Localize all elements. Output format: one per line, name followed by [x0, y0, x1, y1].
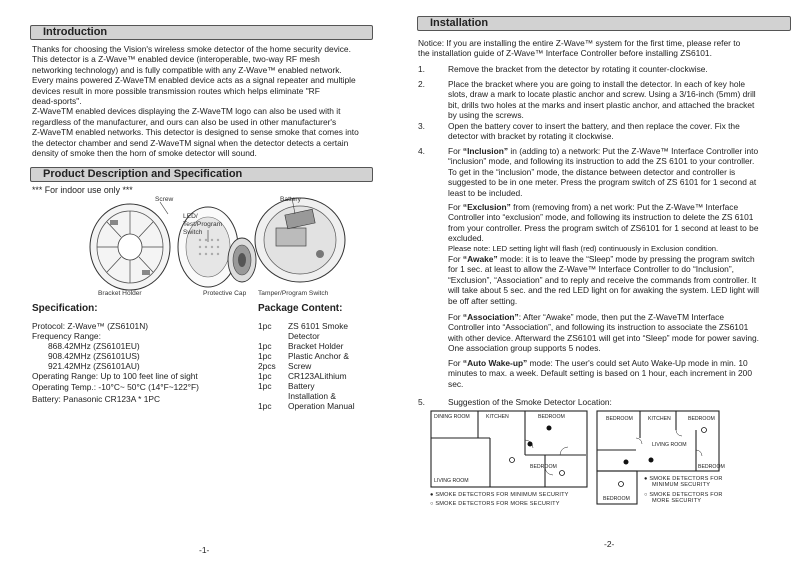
intro-paragraph: [32, 44, 392, 158]
text-line: slots, draw a mark to locate plastic anchor and screw. Using a 3/16-inch (5mm) drill: [448, 89, 756, 100]
text-fragment: in (adding to) a network: Put the Z-Wave™ Interface Controller into: [508, 146, 759, 156]
legend-text: SMOKE DETECTORS FOR: [649, 492, 723, 498]
room-label: BEDROOM: [688, 416, 715, 422]
package-title: Package Content:: [258, 303, 343, 314]
step-number: 4.: [418, 146, 425, 156]
text-line: networking technology) and is fully compatible with any Z-Wave™ enabled network.: [32, 64, 342, 75]
text-line: excluded.: [448, 233, 484, 244]
package-qty: 1pc: [258, 341, 272, 351]
legend-more: ○ SMOKE DETECTORS FOR MORE SECURITY: [430, 501, 560, 507]
section-title: Introduction: [43, 26, 108, 38]
text-line: regardless of the manufacturer, and ours can also be used in other manufacturer's: [32, 116, 337, 127]
leader-line: [160, 202, 168, 214]
text-fragment: : After “Awake” mode, then put the Z-WaveTM Interface: [518, 312, 725, 322]
label-protective-cap: Protective Cap: [203, 290, 247, 297]
spec-protocol: Protocol: Z-Wave™ (ZS6101N): [32, 321, 149, 331]
section-title: Installation: [430, 17, 489, 29]
text-fragment: For: [448, 358, 463, 368]
mode-name-inclusion: “Inclusion”: [462, 146, 509, 156]
text-fragment: from (removing from) a net work: Put the Z-Wave™ Interface: [510, 202, 739, 212]
text-line: One association group supports 5 nodes.: [448, 343, 601, 354]
text-line: This detector is a Z-Wave™ enabled device (interoperable, two-way RF mesh: [32, 54, 320, 65]
package-item: ZS 6101 Smoke: [288, 321, 349, 331]
smoke-detector-more-marker: [560, 471, 565, 476]
exclusion-note: Please note: LED setting light will flash (red) continuously in Exclusion condition.: [448, 243, 719, 253]
text-line: the installation guide of Z-Wave™ Interface Controller before installing ZS6101.: [418, 48, 712, 59]
text-line: Controller into “Association”, and following its instruction to associate the ZS6101: [448, 322, 749, 333]
step-5-text: Suggestion of the Smoke Detector Location:: [448, 397, 612, 407]
package-qty: 1pc: [258, 321, 272, 331]
product-illustration: [90, 192, 350, 292]
text-line: Remove the bracket from the detector by rotating it counter-clockwise.: [448, 64, 708, 74]
floor-plan-minimum: [430, 410, 590, 490]
text-line: [448, 358, 798, 368]
package-item: Installation &: [288, 391, 336, 401]
text-line: minutes to max. a week. Default setting is based on 1 hour, each increment in 200: [448, 368, 752, 379]
text-line: least to be included.: [448, 187, 523, 198]
text-line: suggested to be in one meter. Press the program switch of ZS 6101 for 1 second at: [448, 177, 757, 188]
package-qty: 1pc: [258, 401, 272, 411]
text-line: Notice: If you are installing the entire Z-Wave™ system for the first time, please refer to: [418, 38, 741, 48]
label-battery: Battery: [280, 196, 301, 203]
spec-operating-range: Operating Range: Up to 100 feet line of sight: [32, 371, 198, 381]
text-line: be off after setting.: [448, 295, 518, 306]
spec-frequency: 921.42MHz (ZS6101AU): [48, 361, 140, 371]
step-4-awake: [448, 254, 798, 306]
package-item: Screw: [288, 361, 312, 371]
legend-text: SMOKE DETECTORS FOR: [649, 476, 723, 482]
legend-more-2: ○ SMOKE DETECTORS FOR MORE SECURITY: [644, 492, 723, 504]
package-qty: 1pc: [258, 351, 272, 361]
text-line: “inclusion” mode, and following its instruction to add the ZS 6101 to your controller.: [448, 156, 755, 167]
text-fragment: mode: it is to leave the “Sleep” mode by pressing the program switch: [497, 254, 755, 264]
mode-name-exclusion: “Exclusion”: [462, 202, 511, 212]
step-4-auto-wakeup: [448, 358, 798, 389]
room-label: KITCHEN: [648, 416, 671, 422]
smoke-detector-more-marker: [702, 428, 707, 433]
section-header-installation: [417, 16, 791, 31]
text-line: the detector chamber and send Z-WaveTM signal when the detector detects a certain: [32, 137, 349, 148]
detector-back-drawing: [255, 198, 345, 282]
room-label: BEDROOM: [530, 464, 557, 470]
spec-title: Specification:: [32, 303, 98, 314]
package-item: Bracket Holder: [288, 341, 344, 351]
legend-text: MORE SECURITY: [652, 498, 702, 504]
label-bracket-holder: Bracket Holder: [98, 290, 142, 297]
room-label: BEDROOM: [538, 414, 565, 420]
room-label: BEDROOM: [606, 416, 633, 422]
step-2-text: [448, 79, 793, 121]
package-item: Operation Manual: [288, 401, 355, 411]
text-line: Controller into “exclusion” mode, and following its instruction to delete the ZS 6101: [448, 212, 754, 223]
page-number: -1-: [199, 545, 210, 555]
text-line: by using the screws.: [448, 110, 524, 121]
legend-text: MINIMUM SECURITY: [652, 482, 711, 488]
package-qty: 1pc: [258, 371, 272, 381]
text-line: [448, 202, 798, 212]
text-fragment: For: [448, 146, 463, 156]
install-notice: [418, 38, 798, 59]
step-4-inclusion: [448, 146, 798, 198]
spec-frequency: 868.42MHz (ZS6101EU): [48, 341, 140, 351]
step-4-association: [448, 312, 798, 354]
mode-name-auto-wakeup: “Auto Wake-up”: [462, 358, 528, 368]
page-right: [404, 0, 808, 568]
text-line: Place the bracket where you are going to install the detector. In each of key hole: [448, 79, 746, 89]
text-line: sec.: [448, 378, 464, 389]
page-number: -2-: [604, 539, 615, 549]
text-line: will take about 5 sec. and the red LED light on for awaking the system. LED light will: [448, 285, 759, 296]
step-3-text: [448, 121, 793, 142]
label-led-test-program-switch: LED/ Test/Program Switch: [183, 213, 223, 236]
smoke-detector-minimum-marker: [547, 426, 552, 431]
indoor-notice: *** For indoor use only ***: [32, 185, 133, 195]
smoke-detector-more-marker: [619, 482, 624, 487]
legend-text: SMOKE DETECTORS FOR MORE SECURITY: [435, 501, 560, 507]
text-line: [448, 146, 798, 156]
section-header-introduction: [30, 25, 373, 40]
room-label: DINING ROOM: [434, 414, 470, 420]
text-line: with other device. Afterward the ZS6101 will get into “Sleep” mode for power saving.: [448, 332, 759, 343]
text-fragment: For: [448, 312, 463, 322]
smoke-detector-minimum-marker: [624, 460, 629, 465]
package-item: Battery: [288, 381, 315, 391]
text-fragment: For: [448, 202, 463, 212]
legend-text: SMOKE DETECTORS FOR MINIMUM SECURITY: [435, 492, 569, 498]
protective-cap-drawing: [228, 238, 256, 282]
spec-battery: Battery: Panasonic CR123A * 1PC: [32, 394, 161, 404]
section-header-product: [30, 167, 373, 182]
room-label: BEDROOM: [603, 496, 630, 502]
text-line: [448, 254, 798, 264]
label-screw: Screw: [155, 196, 174, 203]
package-qty: 2pcs: [258, 361, 276, 371]
text-line: density of smoke then the horn of smoke detector will sound.: [32, 148, 257, 159]
step-number: 3.: [418, 121, 425, 131]
legend-minimum-2: ● SMOKE DETECTORS FOR MINIMUM SECURITY: [644, 476, 723, 488]
text-line: “Exclusion”, “Association” and to reply and receive the commands from controller. It: [448, 274, 757, 285]
mode-name-association: “Association”: [462, 312, 519, 322]
step-number: 5.: [418, 397, 425, 407]
text-line: Thanks for choosing the Vision's wireless smoke detector of the home security device.: [32, 44, 351, 54]
smoke-detector-more-marker: [510, 458, 515, 463]
text-line: detector with bracket by rotating it clockwise.: [448, 131, 614, 142]
spec-frequency: 908.42MHz (ZS6101US): [48, 351, 140, 361]
spec-operating-temp: Operating Temp.: -10°C~ 50°C (14°F~122°F): [32, 382, 199, 392]
smoke-detector-minimum-marker: [649, 458, 654, 463]
mode-name-awake: “Awake”: [462, 254, 498, 264]
step-1-text: [448, 64, 793, 74]
text-line: devices result in more possible transmission routes which helps eliminate "RF: [32, 85, 320, 96]
room-label: BEDROOM: [698, 464, 725, 470]
smoke-detector-minimum-marker: [528, 442, 533, 447]
legend-minimum: ● SMOKE DETECTORS FOR MINIMUM SECURITY: [430, 492, 569, 498]
package-item: CR123ALithium: [288, 371, 347, 381]
step-4-exclusion: [448, 202, 798, 253]
text-line: for 1 sec. at least to allow the Z-Wave™ Interface Controller to do “Inclusion”,: [448, 264, 734, 275]
spec-frequency-label: Frequency Range:: [32, 331, 101, 341]
package-item: Plastic Anchor &: [288, 351, 349, 361]
room-label: LIVING ROOM: [652, 442, 687, 448]
bracket-holder-drawing: [90, 204, 170, 290]
text-line: Open the battery cover to insert the battery, and then replace the cover. Fix the: [448, 121, 740, 131]
room-label: KITCHEN: [486, 414, 509, 420]
text-line: [448, 312, 798, 322]
package-item: Detector: [288, 331, 320, 341]
label-tamper-program-switch: Tamper/Program Switch: [258, 290, 329, 297]
step-number: 1.: [418, 64, 425, 74]
text-line: dead-sports".: [32, 96, 82, 107]
section-title: Product Description and Specification: [43, 168, 243, 180]
text-line: Z-WaveTM enabled devices displaying the Z-WaveTM logo can also be used with it: [32, 106, 341, 117]
text-line: Every mains powered Z-WaveTM enabled device acts as a signal repeater and multiple: [32, 75, 356, 86]
text-line: Z-WaveTM enabled networks. This detector is designed to sense smoke that comes into: [32, 127, 359, 138]
step-number: 2.: [418, 79, 425, 89]
text-fragment: mode: The user's could set Auto Wake-Up mode in min. 10: [527, 358, 748, 368]
text-line: bit, drills two holes at the marks and insert plastic anchor, and attached the bracket: [448, 99, 755, 110]
room-label: LIVING ROOM: [434, 478, 469, 484]
text-line: To get in the “inclusion” mode, the distance between detector and controller is: [448, 166, 736, 177]
text-line: from your controller. Press the program switch of ZS6101 for 1 second at least to be: [448, 222, 759, 233]
package-qty: 1pc: [258, 381, 272, 391]
text-fragment: For: [448, 254, 463, 264]
